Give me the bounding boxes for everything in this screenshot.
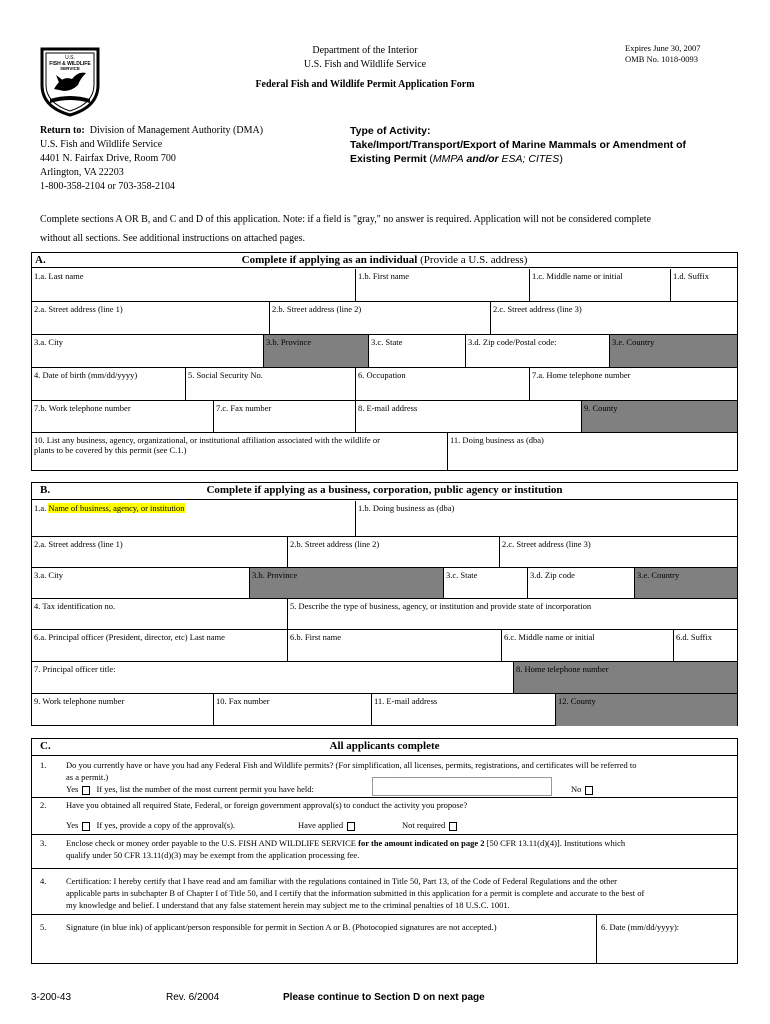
activity-esa: ESA; CITES [501,153,560,165]
a-work-phone-label: 7.b. Work telephone number [34,403,131,413]
b-officer-middle-field[interactable] [502,630,674,661]
a-zip-label: 3.d. Zip code/Postal code: [468,337,557,347]
b-street2-field[interactable] [288,537,500,567]
a-last-name-label: 1.a. Last name [34,271,84,281]
section-c-letter: C. [40,740,51,752]
c-q2-number: 2. [40,800,47,810]
b-dba-label: 1.b. Doing business as (dba) [358,503,455,513]
b-street3-label: 2.c. Street address (line 3) [502,539,591,549]
b-fax-label: 10. Fax number [216,696,270,706]
b-work-phone-label: 9. Work telephone number [34,696,125,706]
revision-date: Rev. 6/2004 [166,992,220,1003]
c-q2-yes-checkbox[interactable] [82,822,90,831]
section-a-row-4 [32,368,737,401]
b-officer-title-label: 7. Principal officer title: [34,664,116,674]
a-country-field [610,335,737,367]
a-first-name-field[interactable] [356,269,530,301]
a-county-label: 9. County [584,403,618,413]
c-q3-line2: qualify under 50 CFR 13.11(d)(3) may be exempt from the application processing fee. [66,850,360,860]
c-q2-approval-text: If yes, provide a copy of the approval(s). [96,820,236,830]
c-q3-text [66,837,723,861]
c-question-1 [32,757,737,797]
c-q5-number: 5. [40,922,47,932]
b-zip-field[interactable] [528,568,635,598]
b-officer-suffix-field[interactable] [674,630,737,661]
a-occupation-label: 6. Occupation [358,370,406,380]
c-q3-post: [50 CFR 13.11(d)(4)]. Institutions which [486,838,626,848]
a-city-label: 3.a. City [34,337,64,347]
b-officer-first-name-label: 6.b. First name [290,632,341,642]
a-street1-label: 2.a. Street address (line 1) [34,304,123,314]
a-dob-field[interactable] [32,368,186,400]
c-q2-answers [66,819,723,831]
b-province-field [250,568,444,598]
section-c-header [32,739,737,756]
c-q1-no-checkbox[interactable] [585,786,593,795]
c-date-label: 6. Date (mm/dd/yyyy): [601,922,680,932]
a-suffix-field[interactable] [671,269,737,301]
c-signature-field[interactable] [32,915,596,964]
c-q2-not-required-checkbox[interactable] [449,822,457,831]
c-q1-line2: as a permit.) [66,772,109,782]
c-q4-line1: Certification: I hereby certify that I have read and am familiar with the regulations contained in Title 50, Part 13, of the Code of Federal Regulations and the other [66,876,617,886]
c-q1-yes-label: Yes [66,784,79,794]
continue-note: Please continue to Section D on next page [283,992,485,1003]
a-fax-field[interactable] [214,401,356,432]
c-question-3 [32,835,737,869]
section-b-row-3 [32,568,737,599]
b-fax-field[interactable] [214,694,372,726]
activity-type [350,124,750,166]
form-number: 3-200-43 [31,992,72,1003]
section-a-header [32,253,737,268]
return-line3: 4401 N. Fairfax Drive, Room 700 [40,153,176,164]
b-state-label: 3.c. State [446,570,478,580]
c-q2-line1: Have you obtained all required State, Federal, or foreign government approval(s) to conduct the activity you propose? [66,800,468,810]
logo-text: FISH & WILDLIFE [49,61,91,67]
section-c-title: All applicants complete [329,740,440,752]
c-q2-applied-checkbox[interactable] [347,822,355,831]
c-q4-line2: applicable parts in subchapter B of Chapter I of Title 50, and I certify that the information submitted in this application for a permit is complete and accurate to the best of [66,888,645,898]
a-county-field [582,401,737,432]
b-officer-title-field[interactable] [32,662,514,693]
c-q1-permit-prompt: If yes, list the number of the most current permit you have held: [96,784,314,794]
section-b-row-5 [32,630,737,662]
a-country-label: 3.e. Country [612,337,655,347]
b-business-type-label: 5. Describe the type of business, agency, or institution and provide state of incorporation [290,601,592,611]
b-tax-id-field[interactable] [32,599,288,629]
a-street2-field[interactable] [270,302,491,334]
section-b-row-6 [32,662,737,694]
b-business-type-field[interactable] [288,599,737,629]
b-zip-label: 3.d. Zip code [530,570,575,580]
activity-label: Type of Activity: [350,125,431,137]
b-email-label: 11. E-mail address [374,696,438,706]
c-q2-text [66,799,723,831]
b-state-field[interactable] [444,568,528,598]
b-country-label: 3.e. Country [637,570,680,580]
b-work-phone-field[interactable] [32,694,214,726]
a-province-label: 3.b. Province [266,337,312,347]
c-q4-number: 4. [40,876,47,886]
a-affiliation-label-1: 10. List any business, agency, organizational, or institutional affiliation associated with the wildlife or [34,435,380,445]
a-state-label: 3.c. State [371,337,403,347]
a-street3-label: 2.c. Street address (line 3) [493,304,582,314]
c-q2-not-required-label: Not required [402,820,446,830]
b-country-field [635,568,737,598]
a-province-field [264,335,369,367]
a-email-field[interactable] [356,401,582,432]
b-county-field [556,694,737,726]
department-name: Department of the Interior [312,45,418,56]
a-street3-field[interactable] [491,302,737,334]
b-officer-suffix-label: 6.d. Suffix [676,632,712,642]
return-line5: 1-800-358-2104 or 703-358-2104 [40,181,175,192]
section-a-row-5 [32,401,737,433]
return-address [40,124,263,194]
c-q2-applied-label: Have applied [298,820,344,830]
c-q1-line1: Do you currently have or have you had any Federal Fish and Wildlife permits? (For simplification, all licenses, permits, registrations, and certificates will be referred to [66,760,637,770]
c-q1-no-label: No [571,784,582,794]
instructions-line1: Complete sections A OR B, and C and D of this application. Note: if a field is "gray," no answer is required. Application will not be considered complete [40,214,652,225]
expiration-info [625,43,701,65]
section-a-row-1 [32,269,737,302]
c-q3-number: 3. [40,838,47,848]
section-b-row-1 [32,501,737,537]
b-county-label: 12. County [558,696,596,706]
a-middle-name-field[interactable] [530,269,671,301]
a-occupation-field[interactable] [356,368,530,400]
section-a-row-6 [32,433,737,471]
c-q2-yes-label: Yes [66,820,79,830]
b-officer-last-name-label: 6.a. Principal officer (President, director, etc) Last name [34,632,225,642]
logo-text-bottom: SERVICE [60,66,80,71]
a-work-phone-field[interactable] [32,401,214,432]
b-street3-field[interactable] [500,537,737,567]
section-b-letter: B. [40,484,51,496]
omb-number: OMB No. 1018-0093 [625,54,698,64]
b-business-name-field[interactable] [32,501,356,536]
section-a-title [32,254,737,266]
activity-line2: Existing Permit [350,153,427,165]
section-a-row-3 [32,335,737,368]
expires-date: Expires June 30, 2007 [625,43,701,53]
a-street1-field[interactable] [32,302,270,334]
b-officer-middle-label: 6.c. Middle name or initial [504,632,595,642]
a-first-name-label: 1.b. First name [358,271,409,281]
b-tax-id-label: 4. Tax identification no. [34,601,116,611]
c-date-field[interactable] [596,915,737,964]
c-q3-pre: Enclose check or money order payable to the U.S. FISH AND WILDLIFE SERVICE [66,838,356,848]
return-label: Return to: [40,125,85,136]
b-home-phone-field [514,662,737,693]
b-city-field[interactable] [32,568,250,598]
a-dba-field[interactable] [448,433,737,471]
a-ssn-label: 5. Social Security No. [188,370,263,380]
c-question-4 [32,869,737,915]
section-a [31,252,738,471]
a-home-phone-label: 7.a. Home telephone number [532,370,631,380]
section-b [31,482,738,726]
c-q4-text [66,875,723,911]
c-q1-number: 1. [40,760,47,770]
a-affiliation-label-2: plants to be covered by this permit (see C.1.) [34,445,187,455]
b-business-name-label: Name of business, agency, or institution [48,503,185,513]
b-street1-field[interactable] [32,537,288,567]
b-email-field[interactable] [372,694,556,726]
activity-mmpa: MMPA [432,153,464,165]
a-home-phone-field[interactable] [530,368,737,400]
a-state-field[interactable] [369,335,466,367]
a-dba-label: 11. Doing business as (dba) [450,435,544,445]
usfws-logo [38,45,102,117]
a-city-field[interactable] [32,335,264,367]
section-b-row-2 [32,537,737,568]
c-q1-yes-checkbox[interactable] [82,786,90,795]
section-b-row-4 [32,599,737,630]
c-question-5 [32,915,737,964]
b-home-phone-label: 8. Home telephone number [516,664,609,674]
activity-and-or: and/or [466,153,499,165]
c-q3-bold: for the amount indicated on page 2 [358,838,485,848]
section-b-title: Complete if applying as a business, corporation, public agency or institution [206,484,563,496]
b-city-label: 3.a. City [34,570,64,580]
paren-open: ( [429,153,433,165]
return-line4: Arlington, VA 22203 [40,167,124,178]
b-business-name-num: 1.a. [34,503,47,513]
b-officer-last-name-field[interactable] [32,630,288,661]
section-c [31,738,738,964]
section-a-letter: A. [35,254,46,266]
c-q1-permit-number-input[interactable] [372,777,552,796]
section-b-row-7 [32,694,737,726]
paren-close: ) [559,153,563,165]
a-middle-name-label: 1.c. Middle name or initial [532,271,623,281]
a-fax-label: 7.c. Fax number [216,403,272,413]
instructions-line2: without all sections. See additional instructions on attached pages. [40,233,305,244]
a-ssn-field[interactable] [186,368,356,400]
section-a-title-suffix: (Provide a U.S. address) [420,254,528,266]
c-question-2 [32,797,737,835]
form-header [230,44,500,92]
a-street2-label: 2.b. Street address (line 2) [272,304,362,314]
form-title: Federal Fish and Wildlife Permit Application Form [255,79,475,90]
logo-text-top: U.S. [65,55,75,61]
a-last-name-field[interactable] [32,269,356,301]
service-name: U.S. Fish and Wildlife Service [303,59,427,70]
b-dba-field[interactable] [356,501,737,536]
section-a-title-text: Complete if applying as an individual [241,254,418,266]
b-officer-first-name-field[interactable] [288,630,502,661]
a-email-label: 8. E-mail address [358,403,418,413]
return-line1: Division of Management Authority (DMA) [89,125,264,136]
a-dob-label: 4. Date of birth (mm/dd/yyyy) [34,370,138,380]
return-line2: U.S. Fish and Wildlife Service [40,139,163,150]
a-affiliation-field[interactable] [32,433,448,471]
instructions [40,210,730,248]
b-province-label: 3.b. Province [252,570,298,580]
c-signature-label: Signature (in blue ink) of applicant/person responsible for permit in Section A or B. (Photocopied signatures are not accepted.) [66,922,497,932]
a-suffix-label: 1.d. Suffix [673,271,709,281]
section-b-header [32,483,737,500]
section-a-row-2 [32,302,737,335]
b-street1-label: 2.a. Street address (line 1) [34,539,123,549]
b-street2-label: 2.b. Street address (line 2) [290,539,380,549]
c-q4-line3: my knowledge and belief. I understand that any false statement herein may subject me to the criminal penalties of 18 U.S.C. 1001. [66,900,510,910]
a-zip-field[interactable] [466,335,610,367]
activity-line1: Take/Import/Transport/Export of Marine Mammals or Amendment of [350,139,687,151]
